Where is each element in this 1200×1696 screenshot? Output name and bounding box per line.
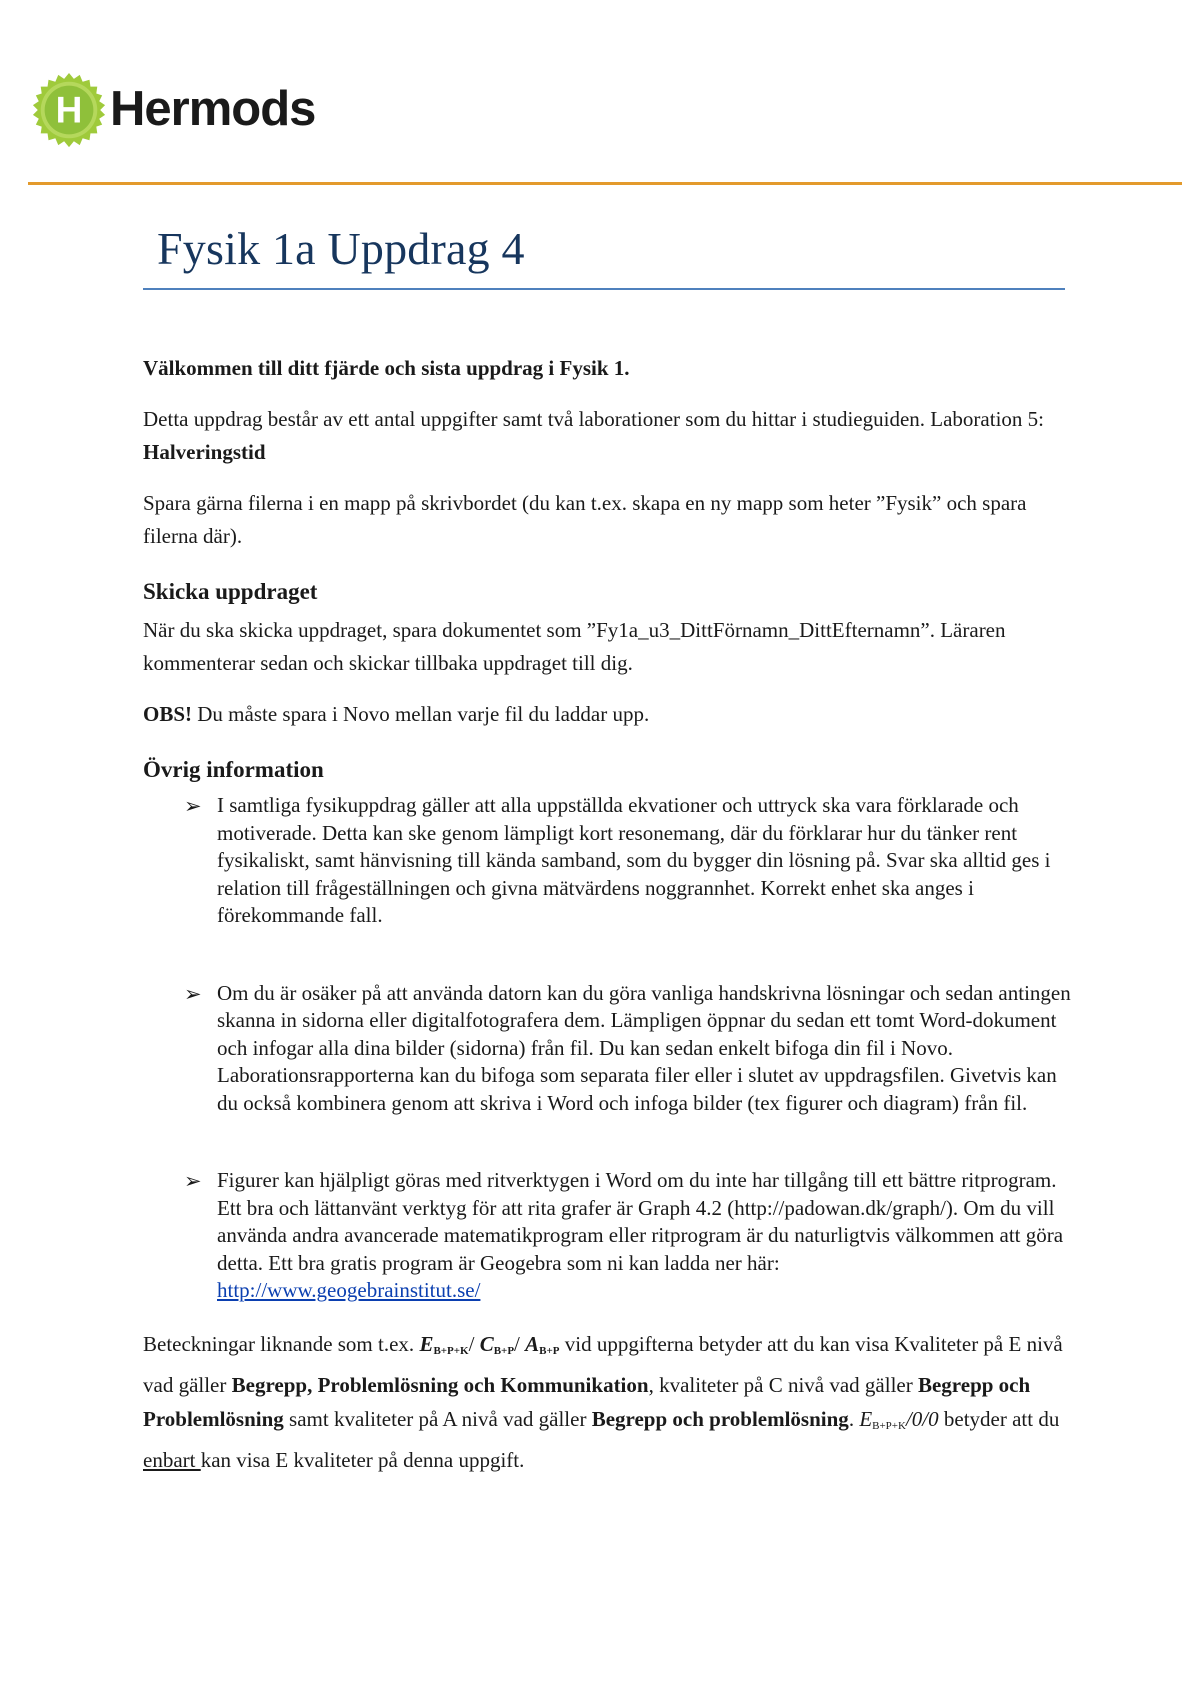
grade-e: E	[419, 1331, 434, 1356]
legend-text: samt kvaliteter på A nivå vad gäller	[283, 1406, 592, 1431]
badge-letter: H	[55, 88, 83, 131]
logo-text: Hermods	[110, 82, 316, 136]
document-title: Fysik 1a Uppdrag 4	[157, 223, 525, 274]
grade-e-only: E	[859, 1406, 873, 1431]
arrow-bullet-icon: ➢	[184, 1169, 202, 1193]
bullet-text: I samtliga fysikuppdrag gäller att alla uppställda ekvationer och uttryck ska vara förklarade och motiverade. Detta kan ske genom lämpligt kort resonemang, där du förklarar hur du tänker rent fysikaliskt, samt hänvisning till kända samband, som du bygger din lösning på. Svar ska alltid ges i relation till frågeställningen och givna mätvärdens noggrannhet. Korrekt enhet ska anges i förekommande fall.	[217, 793, 1051, 927]
obs-label: OBS!	[143, 702, 193, 726]
intro-text: Välkommen till ditt fjärde och sista uppdrag i Fysik 1.	[143, 356, 630, 380]
section-heading-send: Skicka uppdraget	[143, 579, 318, 604]
grading-legend	[143, 1327, 1071, 1477]
grade-c-sub: B+P	[493, 1344, 515, 1357]
geogebra-link[interactable]: http://www.geogebrainstitut.se/	[217, 1278, 481, 1302]
save-instructions: Spara gärna filerna i en mapp på skrivbordet (du kan t.ex. skapa en ny mapp som heter ”Fysik” och spara filerna där).	[143, 491, 1027, 548]
obs-text: Du måste spara i Novo mellan varje fil du laddar upp.	[192, 702, 650, 726]
legend-text: vid uppgifterna betyder att du kan visa Kvaliteter på E nivå vad gäller	[143, 1331, 1063, 1397]
document-body	[143, 352, 1071, 1477]
legend-text: .	[848, 1406, 860, 1431]
legend-text: , kvaliteter på C nivå vad gäller	[648, 1372, 918, 1397]
legend-bold: Begrepp, Problemlösning och Kommunikation	[231, 1372, 649, 1397]
legend-text: betyder att du	[938, 1406, 1060, 1431]
bullet-text: Om du är osäker på att använda datorn kan du göra vanliga handskrivna lösningar och sedan antingen skanna in sidorna eller digitalfotografera dem. Lämpligen öppnar du sedan ett tomt Word-dokument och infogar alla dina bilder (sidorna) från fil. Du kan sedan enkelt bifoga din fil i Novo. Laborationsrapporterna kan du bifoga som separata filer eller i slutet av uppdragsfilen. Givetvis kan du också kombinera genom att skriva i Word och infoga bilder (tex figurer och diagram) från fil.	[217, 980, 1071, 1115]
section-heading-info: Övrig information	[143, 757, 324, 782]
assignment-description	[143, 403, 1071, 469]
list-item	[143, 1167, 1071, 1305]
legend-text: Beteckningar liknande som t.ex.	[143, 1331, 420, 1356]
grade-e-only-sub: B+P+K	[872, 1419, 906, 1432]
grade-e-sub: B+P+K	[433, 1344, 469, 1357]
assignment-text: Detta uppdrag består av ett antal uppgifter samt två laborationer som du hittar i studieguiden. Laboration 5:	[143, 407, 1044, 431]
lab-name: Halveringstid	[143, 440, 266, 464]
grade-e-only-rest: /0/0	[905, 1406, 939, 1431]
grade-a: A	[525, 1331, 540, 1356]
hermods-badge-icon	[30, 72, 108, 150]
list-item	[143, 980, 1071, 1118]
separator: /	[468, 1331, 480, 1356]
send-instructions: När du ska skicka uppdraget, spara dokumentet som ”Fy1a_u3_DittFörnamn_DittEfternamn”. Läraren kommenterar sedan och skickar tillbaka uppdraget till dig.	[143, 618, 1006, 675]
legend-underlined: enbart	[143, 1447, 201, 1472]
list-item	[143, 792, 1071, 930]
obs-note	[143, 698, 1071, 731]
arrow-bullet-icon: ➢	[184, 794, 202, 818]
bullet-text: Figurer kan hjälpligt göras med ritverktygen i Word om du inte har tillgång till ett bättre ritprogram. Ett bra och lättanvänt verktyg för att rita grafer är Graph 4.2 (http://padowan.dk/graph/). Om du vill använda andra avancerade matematikprogram eller ritprogram är du naturligtvis välkommen att göra detta. Ett bra gratis program är Geogebra som ni kan ladda ner här:	[217, 1168, 1064, 1275]
arrow-bullet-icon: ➢	[184, 981, 202, 1006]
hermods-logo	[30, 72, 315, 150]
grade-a-sub: B+P	[539, 1344, 560, 1357]
grade-c: C	[479, 1331, 494, 1356]
header-divider	[28, 182, 1182, 185]
info-bullet-list	[143, 792, 1071, 1305]
legend-bold: Begrepp och Problemlösning	[143, 1372, 1031, 1431]
separator: /	[514, 1331, 526, 1356]
legend-bold: Begrepp och problemlösning	[591, 1406, 849, 1431]
title-underline	[143, 288, 1065, 290]
legend-text: kan visa E kvaliteter på denna uppgift.	[200, 1447, 525, 1472]
